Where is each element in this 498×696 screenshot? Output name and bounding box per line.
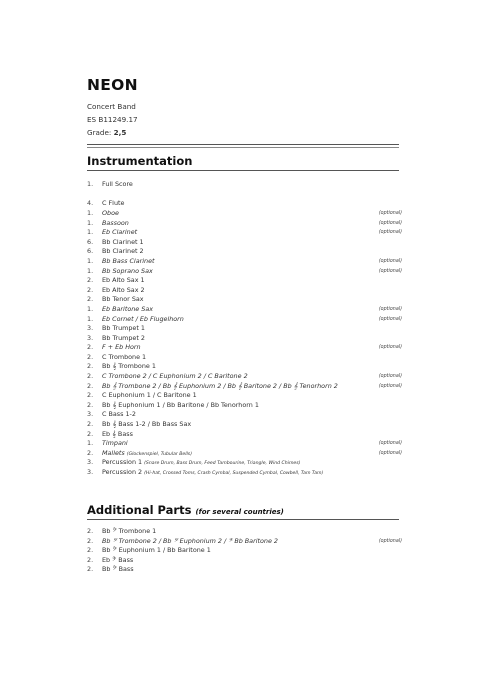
part-name-text: Bb Soprano Sax [102,266,153,275]
part-row [87,430,402,440]
part-name-text: Oboe [102,208,119,217]
part-name-text: Eb Baritone Sax [102,304,154,313]
part-row [87,527,402,537]
part-name-text: Bb Clarinet 2 [102,247,144,256]
part-count: 2. [87,448,94,457]
part-count: 1. [87,266,94,275]
part-count: 2. [87,420,94,429]
part-name [102,468,323,479]
part-count: 2. [87,343,94,352]
part-count: 2. [87,536,94,545]
part-name-text: Bb Trumpet 1 [102,324,145,333]
part-name-text: Full Score [102,180,133,188]
part-name-text: Bb 𝄞 Euphonium 1 / Bb Baritone / Bb Tenorhorn 1 [102,400,259,409]
part-count: 2. [87,429,94,438]
part-name-text: Bb 𝄞 Bass 1-2 / Bb Bass Sax [102,420,192,429]
part-count: 2. [87,391,94,400]
part-name [102,334,145,344]
part-count: 1. [87,314,94,323]
top-divider [87,144,399,145]
part-row [87,286,402,296]
part-row [87,324,402,334]
part-row [87,305,402,315]
part-count: 4. [87,199,94,208]
part-name-text: C Flute [102,199,125,208]
part-name [102,247,144,257]
part-count: 6. [87,237,94,246]
part-count: 2. [87,555,94,564]
part-row [87,228,402,238]
part-name-text: Bb 𝄢 Euphonium 1 / Bb Baritone 1 [102,546,211,555]
part-detail: (Glockenspiel, Tubular Bells) [126,451,192,457]
optional-marker: (optional) [378,345,402,351]
part-row [87,247,402,257]
additional-parts-title: Additional Parts [87,503,192,517]
optional-marker: (optional) [378,441,402,447]
part-row [87,546,402,556]
part-name [102,353,146,363]
part-name [102,180,133,190]
part-name [102,276,145,286]
part-name [102,362,156,372]
optional-marker: (optional) [378,210,402,216]
part-name-text: C Euphonium 1 / C Baritone 1 [102,391,197,400]
optional-marker: (optional) [378,230,402,236]
part-count: 2. [87,276,94,285]
part-name-text: Percussion 2 [102,468,145,477]
part-row [87,209,402,219]
part-count: 6. [87,247,94,256]
part-row [87,391,402,401]
part-row [87,343,402,353]
part-name [102,391,197,401]
optional-marker: (optional) [378,538,402,544]
part-name-text: Bb 𝄢 Trombone 1 [102,527,157,535]
part-row [87,295,402,305]
part-name [102,401,259,411]
part-count: 1. [87,218,94,227]
part-name [102,305,153,315]
part-name [102,430,133,440]
grade-value: 2,5 [113,128,127,137]
part-name-text: Eb Alto Sax 1 [102,276,145,285]
part-count: 2. [87,285,94,294]
instrumentation-list [87,180,402,478]
instrumentation-divider [87,170,399,171]
part-name [102,199,124,209]
part-row [87,199,402,209]
part-name [102,238,144,248]
grade-label: Grade: [87,128,112,137]
part-name-text: C Bass 1-2 [102,410,136,419]
part-row [87,537,402,547]
grade-line [87,128,126,137]
part-name-text: Bb 𝄢 Bass [102,565,134,574]
part-name-text: Bb 𝄞 Trombone 1 [102,362,156,371]
part-row [87,276,402,286]
part-count: 1. [87,304,94,313]
part-name [102,295,144,305]
part-count: 1. [87,208,94,217]
part-name [102,324,145,334]
part-name [102,315,184,325]
part-name-text: Eb 𝄞 Bass [102,429,133,438]
part-row [87,257,402,267]
part-row [87,267,402,277]
top-divider-thin [87,147,399,148]
part-name-text: Bassoon [102,218,129,227]
part-row [87,362,402,372]
part-name-text: Timpani [102,439,128,448]
part-name-text: Bb 𝄢 Trombone 2 / Bb 𝄢 Euphonium 2 / 𝄢 Bb Baritone 2 [102,536,278,545]
additional-parts-heading [87,503,284,517]
part-name [102,372,248,382]
part-count: 1. [87,439,94,448]
part-name [102,382,338,392]
part-row [87,410,402,420]
part-row [87,372,402,382]
part-count: 2. [87,372,94,381]
part-name [102,556,133,566]
instrumentation-heading: Instrumentation [87,154,193,168]
part-name-text: F + Eb Horn [102,343,141,352]
part-row [87,180,402,190]
part-count: 1. [87,256,94,265]
part-name [102,439,128,449]
part-detail: (Snare Drum, Bass Drum, Feed Tambourine, Triangle, Wind Chimes) [144,461,301,467]
part-name-text: Eb Cornet / Eb Flugelhorn [102,314,184,323]
part-name-text: Mallets [102,448,127,457]
optional-marker: (optional) [378,383,402,389]
part-count: 1. [87,228,94,237]
part-count: 2. [87,381,94,390]
optional-marker: (optional) [378,450,402,456]
part-count: 3. [87,458,94,467]
optional-marker: (optional) [378,316,402,322]
optional-marker: (optional) [378,374,402,380]
optional-marker: (optional) [378,258,402,264]
part-name [102,565,134,575]
part-row [87,401,402,411]
optional-marker: (optional) [378,268,402,274]
part-row [87,382,402,392]
part-count: 1. [87,180,94,188]
part-name-text: Eb Clarinet [102,228,138,237]
part-name [102,410,136,420]
piece-title: NEON [87,76,138,94]
part-name [102,343,141,353]
catalog-number: ES B11249.17 [87,115,138,124]
part-count: 2. [87,565,94,574]
part-count: 2. [87,546,94,555]
part-row [87,458,402,468]
part-count: 2. [87,352,94,361]
part-count: 3. [87,333,94,342]
part-name [102,228,137,238]
part-name [102,546,211,556]
part-row [87,353,402,363]
part-name-text: Eb Alto Sax 2 [102,285,145,294]
part-row [87,219,402,229]
part-row [87,449,402,459]
part-count: 2. [87,527,94,535]
optional-marker: (optional) [378,220,402,226]
part-row [87,334,402,344]
additional-parts-list [87,527,402,575]
part-name [102,420,191,430]
part-name [102,537,278,547]
list-spacer [87,190,402,200]
part-name-text: Bb 𝄞 Trombone 2 / Bb 𝄞 Euphonium 2 / Bb 𝄞 Baritone 2 / Bb 𝄞 Tenorhorn 2 [102,381,338,390]
part-row [87,420,402,430]
part-count: 3. [87,468,94,477]
part-count: 2. [87,362,94,371]
additional-divider [87,519,399,520]
part-row [87,468,402,478]
part-row [87,315,402,325]
optional-marker: (optional) [378,306,402,312]
part-name-text: Bb Bass Clarinet [102,256,155,265]
part-name [102,527,156,537]
part-name-text: Eb 𝄢 Bass [102,555,134,564]
part-name [102,267,153,277]
part-row [87,238,402,248]
part-count: 2. [87,295,94,304]
part-detail: (Hi-hat, Crossed Toms, Crash Cymbal, Suspended Cymbal, Cowbell, Tam Tam) [144,471,324,477]
part-count: 3. [87,410,94,419]
part-name [102,257,155,267]
part-name [102,209,119,219]
additional-parts-subtitle: (for several countries) [195,508,284,516]
ensemble-type: Concert Band [87,102,136,111]
part-row [87,556,402,566]
part-name-text: Percussion 1 [102,458,145,467]
part-name-text: C Trombone 1 [102,352,147,361]
part-name [102,286,145,296]
part-row [87,565,402,575]
part-count: 3. [87,324,94,333]
part-name-text: Bb Trumpet 2 [102,333,145,342]
part-name-text: C Trombone 2 / C Euphonium 2 / C Baritone 2 [102,372,248,381]
part-row [87,439,402,449]
part-name-text: Bb Clarinet 1 [102,237,144,246]
part-name [102,219,129,229]
part-count: 2. [87,400,94,409]
part-name-text: Bb Tenor Sax [102,295,144,304]
